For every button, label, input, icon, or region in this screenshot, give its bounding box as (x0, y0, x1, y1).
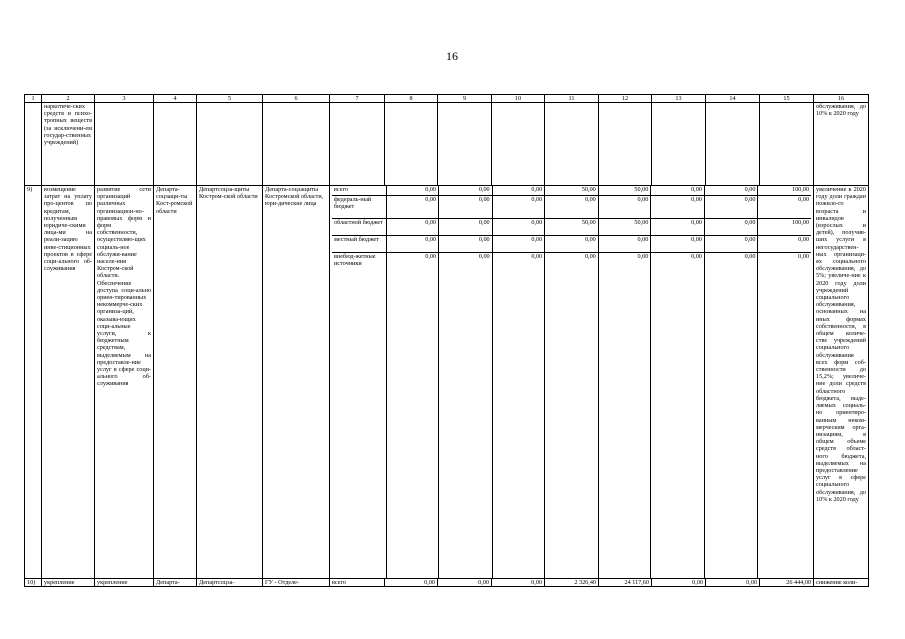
funding-row-federal: федераль-ный бюджет 0,00 0,00 0,00 0,00 0,00 0,00 0,00 0,00 (332, 196, 811, 219)
table-cell (706, 103, 760, 186)
funding-row-local: местный бюджет 0,00 0,00 0,00 0,00 0,00 0,00 0,00 0,00 (332, 236, 811, 253)
table-cell (154, 103, 197, 186)
table-cell (492, 103, 545, 186)
program-measures-table (24, 94, 869, 587)
header-cell: 14 (706, 95, 760, 103)
amount-cell: 26 444,00 (760, 579, 814, 587)
coordinator-cell: Департсоцза- (197, 579, 263, 587)
header-cell: 11 (545, 95, 599, 103)
participants-cell: Департа-соцзащиты Костромской области, юри-дические лица (263, 186, 330, 579)
header-cell: 6 (263, 95, 330, 103)
responsible-executor-cell: Департа- (154, 579, 197, 587)
amount-cell: 24 117,60 (599, 579, 652, 587)
measure-name-cell: наркотиче-ских средств и психо-тропных веществ (за исключени-ем государ-ственных учреждений) (42, 103, 95, 186)
measure-goal-cell: развитие сети организаций различных организацион-но-правовых форм и форм собственности, осуществляю-щих социаль-ное обслужи-вание населе-ния Костром-ской области. Обеспечение доступа соци-ально ориен-тированных некоммерче-ских организа-ций, оказыва-ющих соци-альные услуги, к бюджетным средствам, выделяемым на предоставле-ние услуг в сфере соци-ального об-служивания (95, 186, 154, 579)
row-number-cell: 10) (25, 579, 42, 587)
header-cell: 2 (42, 95, 95, 103)
amount-cell: 0,00 (652, 579, 706, 587)
page-number: 16 (446, 49, 458, 63)
indicator-cell: обслуживания, до 10% к 2020 году (814, 103, 869, 186)
table-cell (385, 103, 438, 186)
table-cell (545, 103, 599, 186)
amount-cell: 0,00 (492, 579, 545, 587)
table-cell (330, 103, 385, 186)
indicator-cell: снижение коли- (814, 579, 869, 587)
header-cell: 9 (438, 95, 492, 103)
funding-row-total: всего 0,00 0,00 0,00 50,00 50,00 0,00 0,00 100,00 (332, 186, 811, 196)
participants-cell: ГУ - Отделе- (263, 579, 330, 587)
column-number-header-row (25, 95, 869, 103)
amount-cell: 0,00 (438, 579, 492, 587)
measure-goal-cell: укрепление (95, 579, 154, 587)
header-cell: 13 (652, 95, 706, 103)
table-row-9 (25, 186, 869, 579)
responsible-executor-cell: Департа-соцзащи-ты Кост-ромской области (154, 186, 197, 579)
header-cell: 3 (95, 95, 154, 103)
row-number-cell: 9) (25, 186, 42, 579)
table-cell (599, 103, 652, 186)
amount-cell: 0,00 (706, 579, 760, 587)
header-cell: 1 (25, 95, 42, 103)
table-row-continuation (25, 103, 869, 186)
amount-cell: 2 326,40 (545, 579, 599, 587)
amount-cell: 0,00 (385, 579, 438, 587)
measure-name-cell: укрепление (42, 579, 95, 587)
header-cell: 8 (385, 95, 438, 103)
header-cell: 4 (154, 95, 197, 103)
table-cell (263, 103, 330, 186)
table-cell (760, 103, 814, 186)
table-cell (438, 103, 492, 186)
measure-name-cell: возмещение затрат на уплату про-центов по кредитам, полученным юридиче-скими лица-ми на реали-зацию инве-стиционных проектов в сфере соци-ального об-служивания (42, 186, 95, 579)
header-cell: 5 (197, 95, 263, 103)
funding-row-extrabudgetary: внебюд-жетные источники 0,00 0,00 0,00 0,00 0,00 0,00 0,00 0,00 (332, 253, 811, 578)
header-cell: 7 (330, 95, 385, 103)
funding-source-cell: всего (330, 579, 385, 587)
coordinator-cell: Департсоцза-щиты Костром-ской области (197, 186, 263, 579)
row-number-cell (25, 103, 42, 186)
table-cell (652, 103, 706, 186)
header-cell: 16 (814, 95, 869, 103)
table-row-10 (25, 579, 869, 587)
indicator-cell: увеличение к 2020 году доли граждан пожило-го возраста и инвалидов (взрослых и детей), получив-ших услуги в негосударствен-ных организаци-ях социального обслуживания, до 5%; увеличе-ние к 2020 году доли учреждений социального обслуживания, основанных на иных формах собственности, в общем количе-стве учреждений социального обслуживания всех форм соб-ственности до 15,2%; увеличе-ние доли средств областного бюджета, выде-ляемых социаль-но ориентиро-ванным неком-мерческим орга-низациям, в общем объеме средств област-ного бюджета, выделяемых на предоставление услуг в сфере социального обслуживания, до 10% к 2020 году (814, 186, 869, 579)
table-cell (95, 103, 154, 186)
header-cell: 15 (760, 95, 814, 103)
funding-sources-block (330, 186, 814, 579)
header-cell: 10 (492, 95, 545, 103)
table-cell (197, 103, 263, 186)
header-cell: 12 (599, 95, 652, 103)
funding-row-regional: областной бюджет 0,00 0,00 0,00 50,00 50,00 0,00 0,00 100,00 (332, 219, 811, 236)
